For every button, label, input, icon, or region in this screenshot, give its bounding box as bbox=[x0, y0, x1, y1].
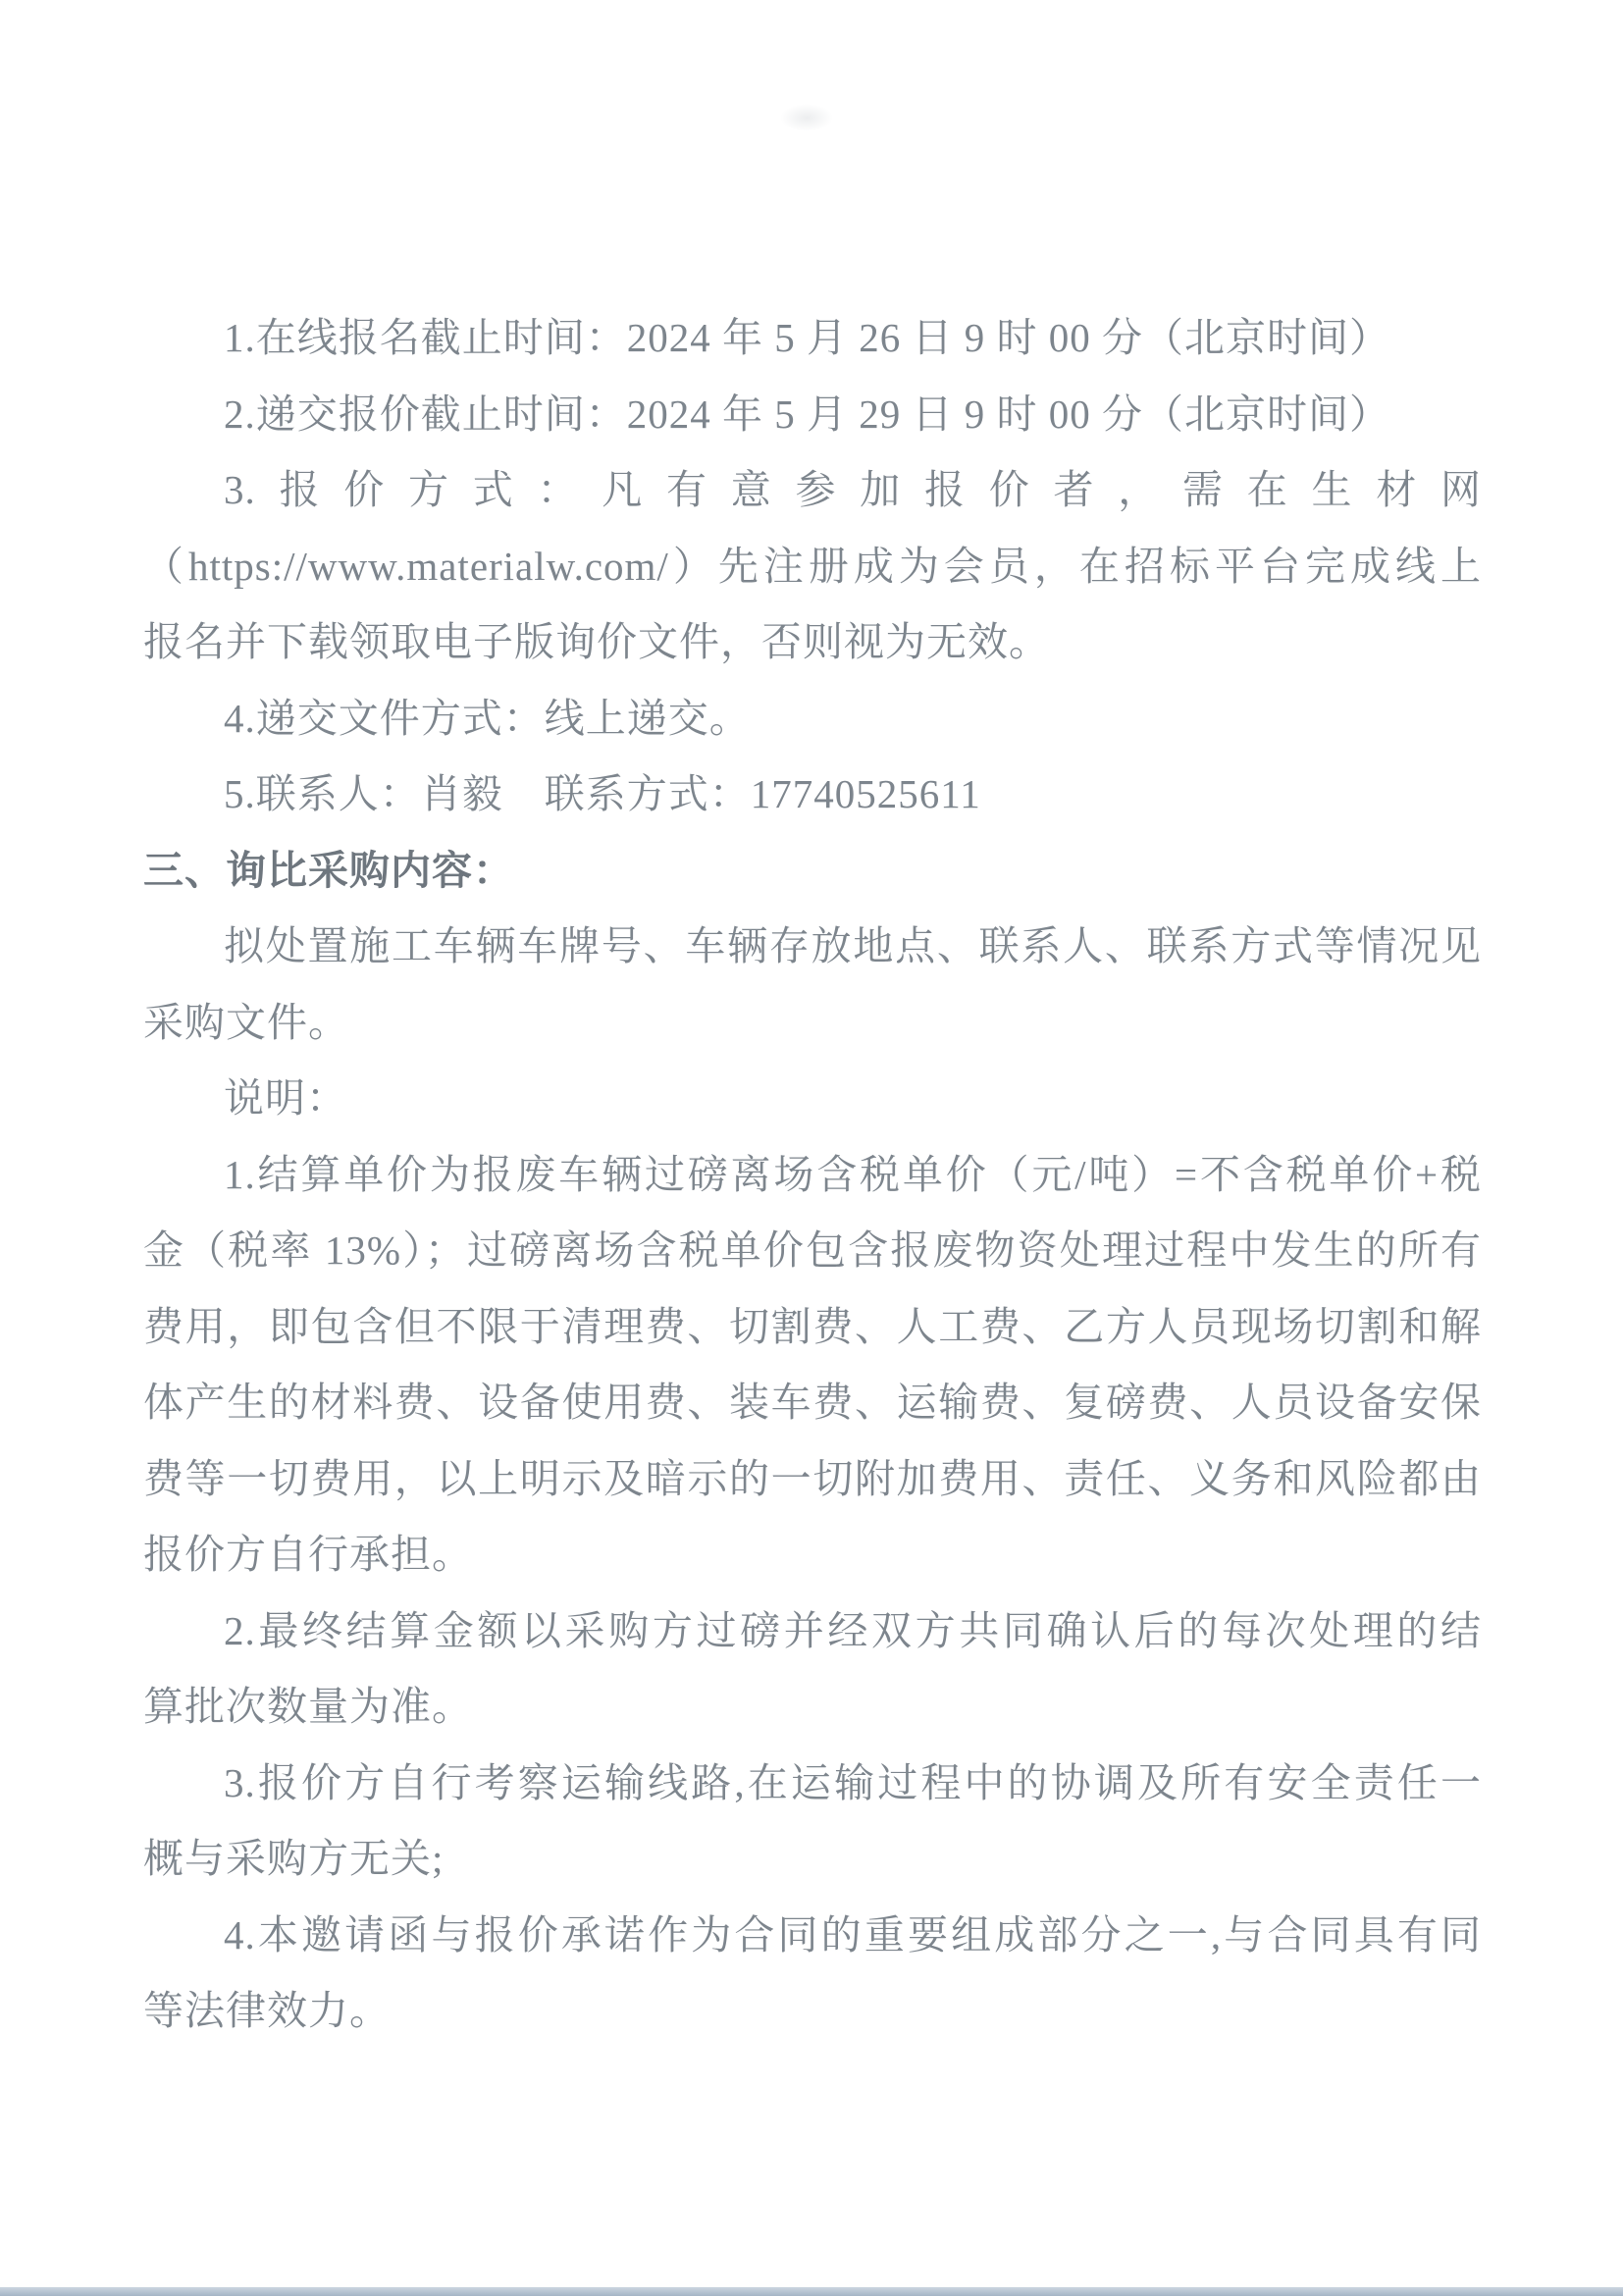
scan-smudge-artifact bbox=[780, 104, 833, 131]
line-vehicle-info-1: 拟处置施工车辆车牌号、车辆存放地点、联系人、联系方式等情况见 bbox=[224, 923, 1482, 968]
line-vehicle-info-2: 采购文件。 bbox=[143, 999, 349, 1045]
line-quote-method: 3.报价方式：凡有意参加报价者，需在生材网 bbox=[224, 467, 1482, 512]
line-contact-person: 5.联系人：肖毅 联系方式：17740525611 bbox=[224, 771, 981, 816]
document-body bbox=[143, 300, 1482, 2050]
line-note3-transport-1: 3.报价方自行考察运输线路,在运输过程中的协调及所有安全责任一 bbox=[224, 1759, 1482, 1805]
line-document-submission-method: 4.递交文件方式：线上递交。 bbox=[224, 695, 751, 741]
line-note2-settlement-2: 算批次数量为准。 bbox=[143, 1684, 473, 1729]
line-quote-submission-deadline: 2.递交报价截止时间：2024 年 5 月 29 日 9 时 00 分（北京时间） bbox=[224, 391, 1390, 437]
line-note1-price-4: 体产生的材料费、设备使用费、装车费、运输费、复磅费、人员设备安保 bbox=[143, 1380, 1482, 1425]
line-note4-legal-2: 等法律效力。 bbox=[143, 1988, 391, 2033]
line-registration-note: 报名并下载领取电子版询价文件，否则视为无效。 bbox=[143, 619, 1050, 664]
line-note1-price-2: 金（税率 13%）；过磅离场含税单价包含报废物资处理过程中发生的所有 bbox=[143, 1227, 1482, 1273]
line-note1-price-5: 费等一切费用，以上明示及暗示的一切附加费用、责任、义务和风险都由 bbox=[143, 1455, 1482, 1501]
line-note3-transport-2: 概与采购方无关; bbox=[143, 1836, 445, 1881]
line-note1-price-6: 报价方自行承担。 bbox=[143, 1532, 473, 1577]
line-online-registration-deadline: 1.在线报名截止时间：2024 年 5 月 26 日 9 时 00 分（北京时间） bbox=[224, 315, 1390, 360]
line-note1-price-3: 费用，即包含但不限于清理费、切割费、人工费、乙方人员现场切割和解 bbox=[143, 1303, 1482, 1349]
line-note2-settlement-1: 2.最终结算金额以采购方过磅并经双方共同确认后的每次处理的结 bbox=[224, 1607, 1482, 1653]
line-notes-label: 说明： bbox=[224, 1075, 347, 1121]
line-registration-url: （https://www.materialw.com/）先注册成为会员，在招标平台完成线上 bbox=[143, 543, 1482, 589]
section-heading-procurement-content: 三、询比采购内容： bbox=[143, 847, 514, 893]
page-bottom-edge bbox=[0, 2287, 1623, 2296]
line-note4-legal-1: 4.本邀请函与报价承诺作为合同的重要组成部分之一,与合同具有同 bbox=[224, 1911, 1482, 1957]
line-note1-price-1: 1.结算单价为报废车辆过磅离场含税单价（元/吨）=不含税单价+税 bbox=[224, 1151, 1482, 1197]
